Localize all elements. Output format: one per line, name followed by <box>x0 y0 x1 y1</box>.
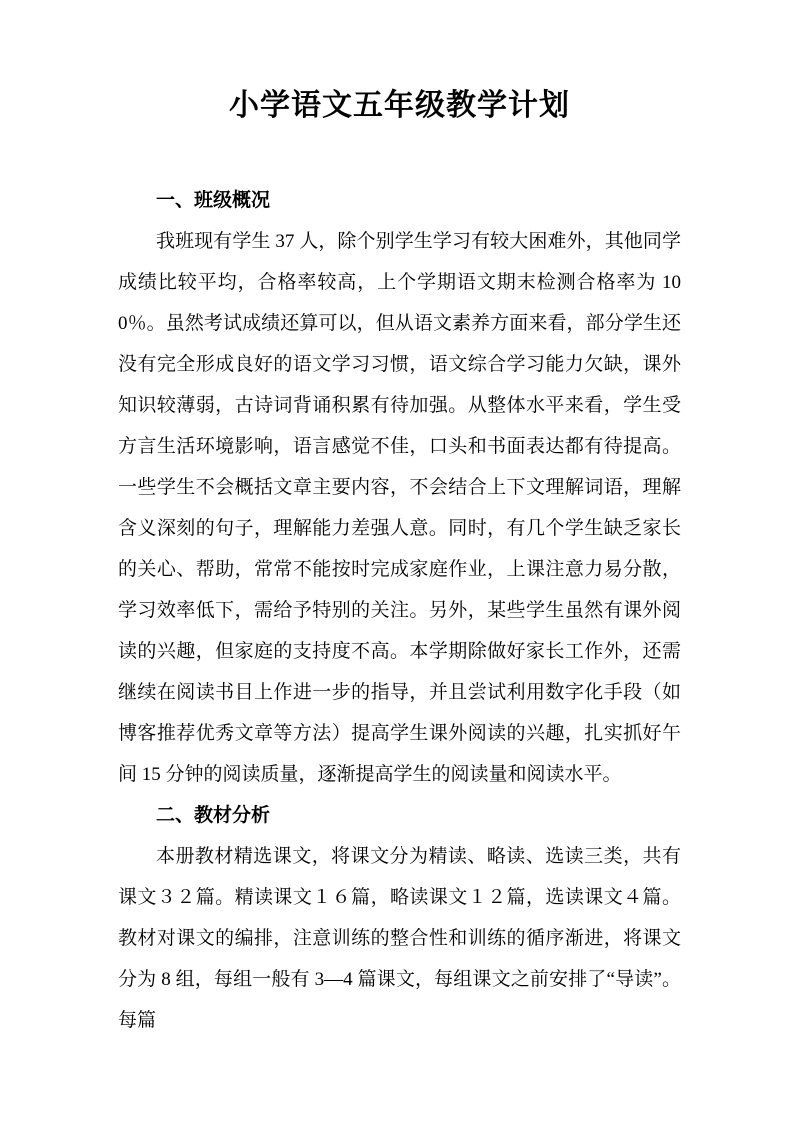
section-textbook-analysis <box>118 795 681 1041</box>
paragraph-textbook-analysis: 本册教材精选课文，将课文分为精读、略读、选读三类，共有课文３２篇。精读课文１６篇，略读课文１２篇，选读课文４篇。教材对课文的编排，注意训练的整合性和训练的循序渐进，将课文分为 8 组，每组一般有 3—4 篇课文，每组课文之前安排了“导读”。每篇 <box>118 846 681 1031</box>
document-title: 小学语文五年级教学计划 <box>229 89 570 122</box>
paragraph-class-overview: 我班现有学生 37 人，除个别学生学习有较大困难外，其他同学成绩比较平均，合格率较高，上个学期语文期末检测合格率为 100％。虽然考试成绩还算可以，但从语文素养方面来看，部分学生还没有完全形成良好的语文学习习惯，语文综合学习能力欠缺，课外知识较薄弱，古诗词背诵积累有待加强。从整体水平来看，学生受方言生活环境影响，语言感觉不佳，口头和书面表达都有待提高。一些学生不会概括文章主要内容，不会结合上下文理解词语，理解含义深刻的句子，理解能力差强人意。同时，有几个学生缺乏家长的关心、帮助，常常不能按时完成家庭作业，上课注意力易分散，学习效率低下，需给予特别的关注。另外，某些学生虽然有课外阅读的兴趣，但家庭的支持度不高。本学期除做好家长工作外，还需继续在阅读书目上作进一步的指导，并且尝试利用数字化手段（如博客推荐优秀文章等方法）提高学生课外阅读的兴趣，扎实抓好午间 15 分钟的阅读质量，逐渐提高学生的阅读量和阅读水平。 <box>118 231 681 785</box>
section-heading-class-overview: 一、班级概况 <box>156 190 271 211</box>
section-heading-textbook-analysis: 二、教材分析 <box>156 805 271 826</box>
section-class-overview <box>118 180 681 795</box>
